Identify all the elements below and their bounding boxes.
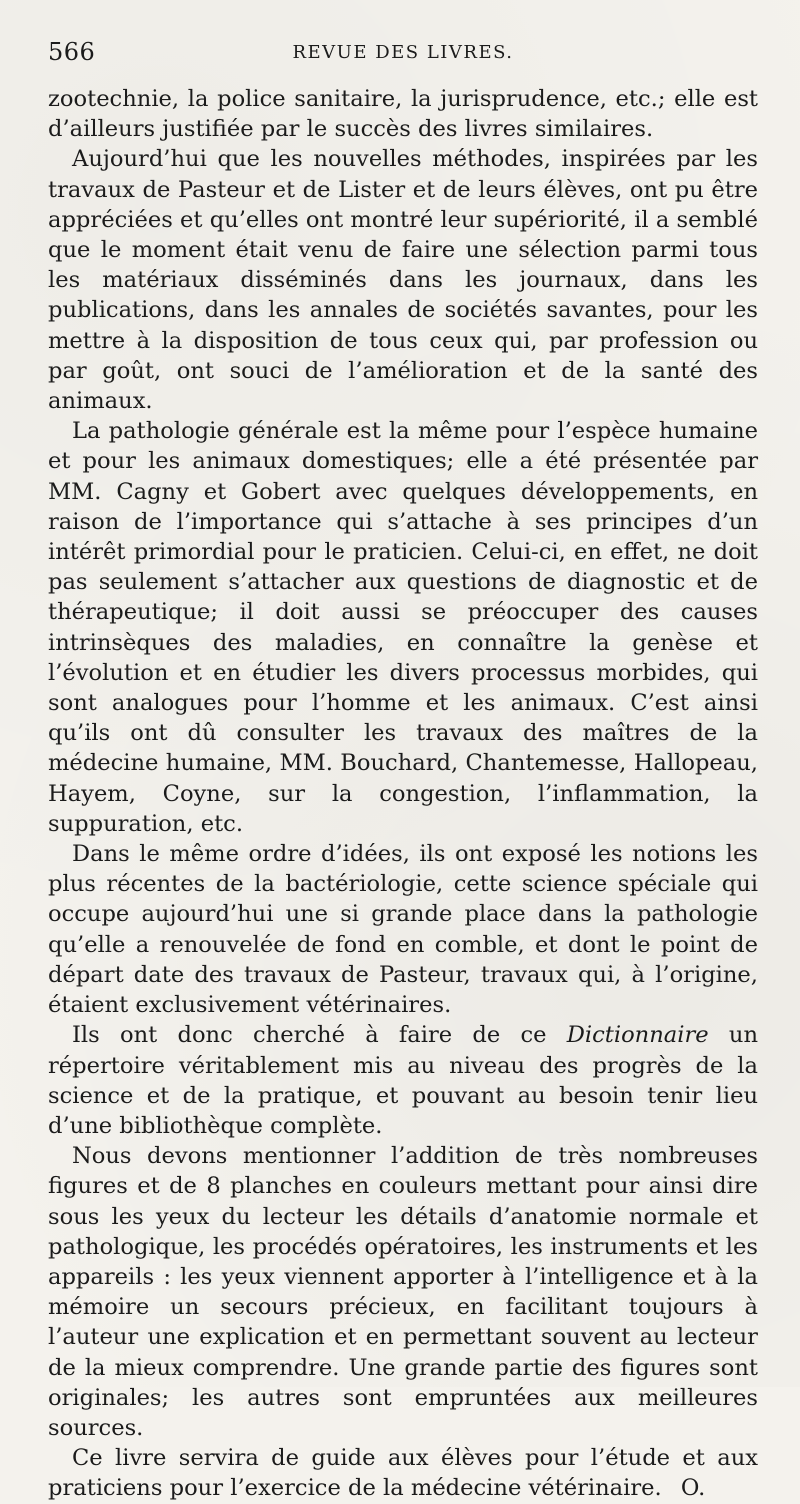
paragraph-conclusion xyxy=(48,1443,758,1503)
conclusion-text: Ce livre servira de guide aux élèves pour l’étude et aux praticiens pour l’exercice de la médecine vétérinaire. xyxy=(48,1445,758,1502)
page-number: 566 xyxy=(48,38,96,66)
page-header xyxy=(48,38,758,72)
running-head: REVUE DES LIVRES. xyxy=(292,42,514,63)
paragraph-methods: Aujourd’hui que les nouvelles méthodes, inspirées par les travaux de Pasteur et de Lister et de leurs élèves, ont pu être appréciées et qu’elles ont montré leur supériorité, il a semblé que le moment était venu de faire une sélection parmi tous les matériaux disséminés dans les journaux, dans les publications, dans les annales de sociétés savantes, pour les mettre à la disposition de tous ceux qui, par profession ou par goût, ont souci de l’amélioration et de la santé des animaux. xyxy=(48,146,758,415)
paragraph-dictionary xyxy=(48,1020,758,1141)
dictionary-title: Dictionnaire xyxy=(566,1022,709,1049)
paragraph-figures: Nous devons mentionner l’addition de très nombreuses figures et de 8 planches en couleurs mettant pour ainsi dire sous les yeux du lecteur les détails d’anatomie normale et pathologique, les procédés opératoires, les instruments et les appareils : les yeux viennent apporter à l’intelligence et à la mémoire un secours précieux, en facilitant toujours à l’auteur une explication et en permettant souvent au lecteur de la mieux comprendre. Une grande partie des figures sont originales; les autres sont empruntées aux meilleures sources. xyxy=(48,1143,758,1441)
paragraph-continuation: zootechnie, la police sanitaire, la jurisprudence, etc.; elle est d’ailleurs justifiée par le succès des livres similaires. xyxy=(48,86,758,143)
paragraph-dictionary-start: Ils ont donc cherché à faire de ce xyxy=(72,1022,567,1049)
author-signature: O. xyxy=(680,1475,706,1502)
paragraph-bacteriology: Dans le même ordre d’idées, ils ont exposé les notions les plus récentes de la bactériologie, cette science spéciale qui occupe aujourd’hui une si grande place dans la pathologie qu’elle a renouvelée de fond en comble, et dont le point de départ date des travaux de Pasteur, travaux qui, à l’origine, étaient exclusivement vétérinaires. xyxy=(48,841,758,1019)
review-text xyxy=(48,84,758,1504)
paragraph-dictionary-end: un répertoire véritablement mis au niveau des progrès de la science et de la pratique, et pouvant au besoin tenir lieu d’une bibliothèque complète. xyxy=(48,1022,758,1139)
paragraph-pathology: La pathologie générale est la même pour l’espèce humaine et pour les animaux domestiques; elle a été présentée par MM. Cagny et Gobert avec quelques développements, en raison de l’importance qui s’attache à ses principes d’un intérêt primordial pour le praticien. Celui-ci, en effet, ne doit pas seulement s’attacher aux questions de diagnostic et de thérapeutique; il doit aussi se préoccuper des causes intrinsèques des maladies, en connaître la genèse et l’évolution et en étudier les divers processus morbides, qui sont analogues pour l’homme et les animaux. C’est ainsi qu’ils ont dû consulter les travaux des maîtres de la médecine humaine, MM. Bouchard, Chantemesse, Hallopeau, Hayem, Coyne, sur la congestion, l’inflammation, la suppuration, etc. xyxy=(48,418,758,837)
